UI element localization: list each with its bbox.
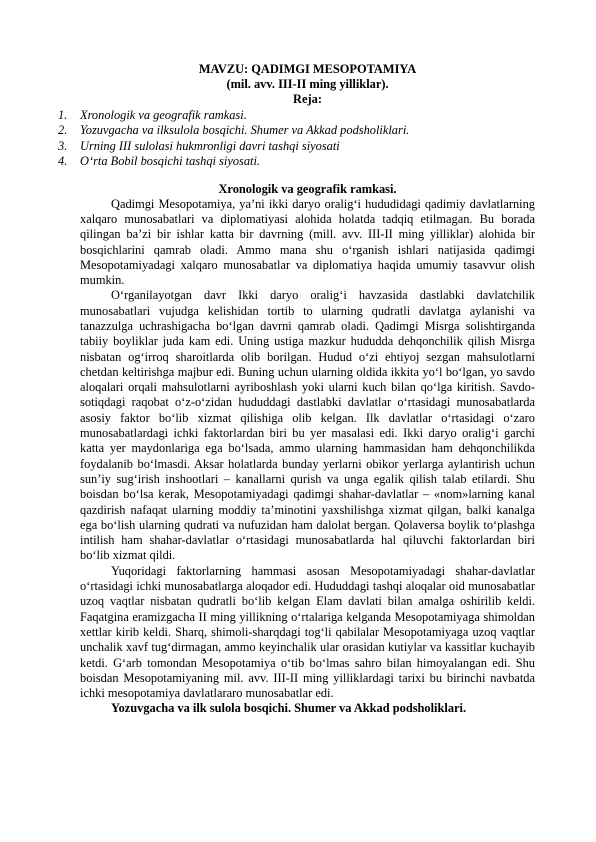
plan-item	[58, 138, 535, 154]
plan-item-text: O‘rta Bobil bosqichi tashqi siyosati.	[80, 154, 261, 169]
title-topic: MAVZU: QADIMGI MESOPOTAMIYA	[198, 62, 417, 76]
plan-item	[58, 108, 535, 123]
plan-item-text: Urning III sulolasi hukmronligi davri tashqi siyosati	[80, 138, 340, 153]
plan-item-number: 2.	[58, 123, 68, 138]
document-title	[80, 62, 535, 107]
plan-item-number: 3.	[58, 138, 68, 153]
plan-list	[58, 108, 535, 170]
plan-item-text: Yozuvgacha va ilksulola bosqichi. Shumer va Akkad podsholiklari.	[80, 123, 410, 138]
plan-item-text: Xronologik va geografik ramkasi.	[80, 108, 247, 122]
subsection-heading: Yozuvgacha va ilk sulola bosqichi. Shumer va Akkad podsholiklari.	[111, 701, 467, 716]
section-heading: Xronologik va geografik ramkasi.	[218, 181, 397, 196]
title-period: (mil. avv. III-II ming yilliklar).	[226, 77, 389, 91]
plan-item	[58, 154, 535, 169]
body-paragraph: Yuqoridagi faktorlarning hammasi asosan Mesopotamiyadagi shahar-davlatlar o‘rtasidagi ichki munosabatlarga aloqador edi. Hududdagi tashqi aloqalar oid munosabatlar uzoq vaqtlar nisbatan qudratli bo‘lib kelgan Elam davlati bilan amalga oshirilib keldi. Faqatgina eramizgacha II ming yillikning o‘rtalariga kelganda Mesopotamiyaga shimoldan xettlar kirib keldi. Sharq, shimoli-sharqdagi tog‘li qabilalar Mesopotamiyaga uzoq vaqtlar unchalik xavf tug‘dirmagan, ammo keyinchalik ular orasidan kutiylar va kassitlar kuchayib ketdi. G‘arb tomondan Mesopotamiya o‘tib bo‘lmas sahro bilan himoyalangan edi. Shu boisdan Mesopotamiyaning mil. avv. III-II ming yilliklardagi tarixi bu birinchi navbatda ichki mesopotamiya davlatlararo munosabatlar edi.	[80, 563, 535, 701]
title-plan-label: Reja:	[293, 92, 322, 106]
plan-item	[58, 123, 535, 138]
plan-item-number: 1.	[58, 108, 68, 122]
plan-item-number: 4.	[58, 154, 68, 169]
body-paragraph: Qadimgi Mesopotamiya, ya’ni ikki daryo oralig‘i hududidagi qadimiy davlatlarning xalqaro munosabatlari va diplomatiyasi alohida holatda tadqiq etilmagan. Bu borada qilingan ba’zi bir ishlar katta bir davrning (mill. avv. III-II ming yilliklar) alohida bir bosqichlarini qamrab oladi. Ammo mana shu o‘rganish ishlari natijasida qadimgi Mesopotamiyadagi xalqaro munosabatlar va diplomatiya haqida umumiy tasavvur olish mumkin.	[80, 196, 535, 288]
body-paragraph: O‘rganilayotgan davr Ikki daryo oralig‘i havzasida dastlabki davlatchilik munosabatlari vujudga kelishidan tortib to ularning qudratli davlatga aylanishi va tanazzulga uchrashigacha bo‘lgan davrni qamrab oladi. Qadimgi Misrga solishtirganda tabiiy boyliklar juda kam edi. Uning ustiga mazkur hududda dehqonchilik qilish Misrga nisbatan og‘irroq sharoitlarda olib borilgan. Hudud o‘zi ehtiyoj sezgan mahsulotlarni chetdan keltirishga majbur edi. Buning uchun ularning oldida ikkita yo‘l bo‘lgan, yo savdo aloqalari orqali mahsulotlarni ayriboshlash yoki ularni kuch bilan qo‘lga kiritish. Savdo-sotiqdagi raqobat o‘z-o‘zidan hududdagi dastlabki davlatlar o‘rtasidagi munosabatlarda asosiy faktor bo‘lib xizmat qilishiga olib kelgan. Ilk davlatlar o‘rtasidagi o‘zaro munosabatlardagi ichki faktorlardan biri bu yer masalasi edi. Ikki daryo oralig‘i garchi katta yer maydonlariga ega bo‘lsada, ammo ularning hammasidan ham dehqonchilikda foydalanib bo‘lmasdi. Aksar holatlarda bunday yerlarni obikor yerlarga aylantirish uchun sun’iy sug‘irish inshootlari – kanallarni qurish va unga egalik qilish talab etilardi. Shu boisdan bo‘lsa kerak, Mesopotamiyadagi qadimgi shahar-davlatlar – «nom»larning kanal qazdirish nafaqat ularning moddiy ta’minotini yaxshilishga xizmat qilgan, balki kanalga ega bo‘lish ularning qudrati va nufuzidan ham dalolat bergan. Qolaversa boylik to‘plashga intilish ham shahar-davlatlar o‘rtasidagi munosabatlarda hal qiluvchi faktorlardan biri bo‘lib xizmat qildi.	[80, 288, 535, 563]
